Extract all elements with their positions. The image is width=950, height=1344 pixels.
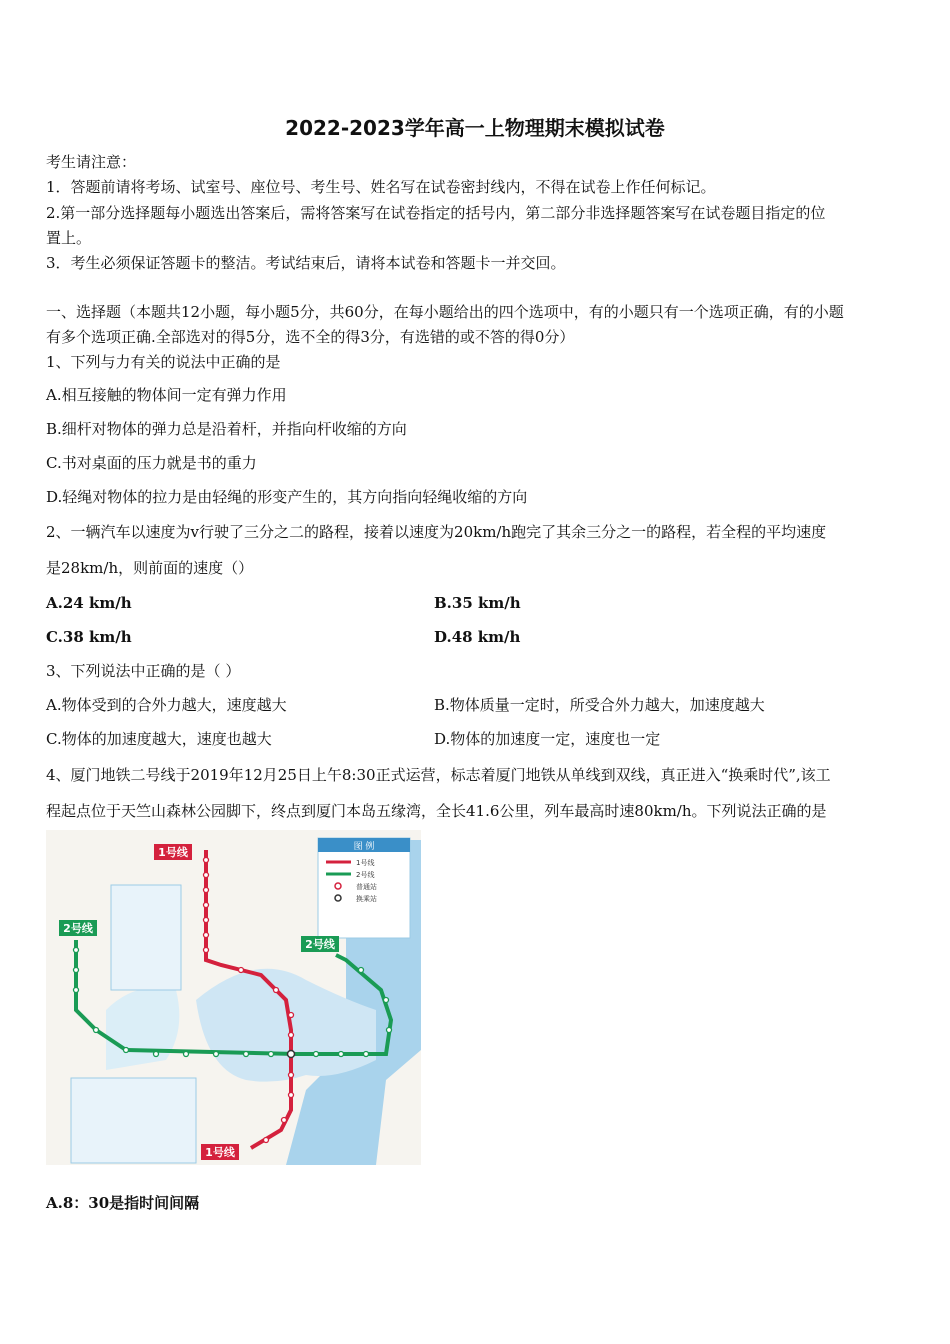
station xyxy=(204,933,209,938)
legend-transfer-swatch xyxy=(335,895,341,901)
station xyxy=(74,948,79,953)
notice-item: 2.第一部分选择题每小题选出答案后，需将答案写在试卷指定的括号内，第二部分非选择题答案写在试卷题目指定的位 xyxy=(46,204,826,222)
notice-item: 置上。 xyxy=(46,229,92,247)
line2-label-left: 2号线 xyxy=(63,922,93,935)
station xyxy=(204,858,209,863)
q2-option-a: A.24 km/h xyxy=(46,594,132,612)
station xyxy=(289,1033,294,1038)
station xyxy=(154,1052,159,1057)
station xyxy=(204,873,209,878)
q3-option-d: D.物体的加速度一定，速度也一定 xyxy=(434,730,661,748)
line1-label-bottom: 1号线 xyxy=(205,1146,235,1159)
station xyxy=(387,1028,392,1033)
station xyxy=(94,1028,99,1033)
q2-stem: 2、一辆汽车以速度为v行驶了三分之二的路程，接着以速度为20km/h跑完了其余三分之一的路程，若全程的平均速度 xyxy=(46,523,827,541)
q4-option-a: A.8：30是指时间间隔 xyxy=(46,1194,200,1212)
notice-heading: 考生请注意： xyxy=(46,153,137,171)
station xyxy=(204,948,209,953)
station xyxy=(364,1052,369,1057)
q3-option-a: A.物体受到的合外力越大，速度越大 xyxy=(46,696,287,714)
q1-option-a: A.相互接触的物体间一定有弹力作用 xyxy=(46,386,287,404)
line2-label-right: 2号线 xyxy=(305,938,335,951)
q2-stem: 是28km/h，则前面的速度（） xyxy=(46,559,254,577)
q2-option-d: D.48 km/h xyxy=(434,628,521,646)
station xyxy=(204,903,209,908)
station xyxy=(214,1052,219,1057)
exam-title: 2022-2023学年高一上物理期末模拟试卷 xyxy=(285,116,665,140)
station xyxy=(384,998,389,1003)
station xyxy=(244,1052,249,1057)
notice-item: 3．考生必须保证答题卡的整洁。考试结束后，请将本试卷和答题卡一并交回。 xyxy=(46,254,566,272)
q2-option-b: B.35 km/h xyxy=(434,594,521,612)
legend-station-swatch xyxy=(335,883,341,889)
q4-stem: 4、厦门地铁二号线于2019年12月25日上午8:30正式运营，标志着厦门地铁从单线到双线，真正进入“换乘时代”,该工 xyxy=(46,766,831,784)
q1-option-d: D.轻绳对物体的拉力是由轻绳的形变产生的，其方向指向轻绳收缩的方向 xyxy=(46,488,528,506)
q3-stem: 3、下列说法中正确的是（ ） xyxy=(46,662,241,680)
station xyxy=(264,1138,269,1143)
station xyxy=(314,1052,319,1057)
station xyxy=(74,988,79,993)
legend-transfer: 换乘站 xyxy=(356,895,377,903)
q1-option-c: C.书对桌面的压力就是书的重力 xyxy=(46,454,257,472)
station xyxy=(184,1052,189,1057)
q3-option-c: C.物体的加速度越大，速度也越大 xyxy=(46,730,272,748)
transfer-station xyxy=(288,1051,295,1058)
info-box-bus xyxy=(71,1078,196,1163)
legend-line2: 2号线 xyxy=(356,871,375,879)
station xyxy=(274,988,279,993)
station xyxy=(74,968,79,973)
station xyxy=(204,888,209,893)
legend-station: 普通站 xyxy=(356,883,377,891)
notice-item: 1．答题前请将考场、试室号、座位号、考生号、姓名写在试卷密封线内，不得在试卷上作任何标记。 xyxy=(46,178,716,196)
station xyxy=(359,968,364,973)
q1-option-b: B.细杆对物体的弹力总是沿着杆，并指向杆收缩的方向 xyxy=(46,420,407,438)
q1-stem: 1、下列与力有关的说法中正确的是 xyxy=(46,353,281,371)
station xyxy=(269,1052,274,1057)
station xyxy=(204,918,209,923)
station xyxy=(289,1093,294,1098)
metro-map-figure xyxy=(46,830,421,1165)
info-box-line2 xyxy=(111,885,181,990)
section-instructions: 有多个选项正确.全部选对的得5分，选不全的得3分，有选错的或不答的得0分） xyxy=(46,328,575,346)
section-instructions: 一、选择题（本题共12小题，每小题5分，共60分，在每小题给出的四个选项中，有的小题只有一个选项正确，有的小题 xyxy=(46,303,844,321)
legend-title: 图 例 xyxy=(353,842,375,852)
q4-stem: 程起点位于天竺山森林公园脚下，终点到厦门本岛五缘湾，全长41.6公里，列车最高时速80km/h。下列说法正确的是 xyxy=(46,802,827,820)
station xyxy=(289,1013,294,1018)
station xyxy=(339,1052,344,1057)
q2-option-c: C.38 km/h xyxy=(46,628,132,646)
station xyxy=(239,968,244,973)
station xyxy=(289,1073,294,1078)
legend-line1: 1号线 xyxy=(356,859,375,867)
station xyxy=(124,1048,129,1053)
q3-option-b: B.物体质量一定时，所受合外力越大，加速度越大 xyxy=(434,696,765,714)
station xyxy=(282,1118,287,1123)
line1-label-top: 1号线 xyxy=(158,846,188,859)
